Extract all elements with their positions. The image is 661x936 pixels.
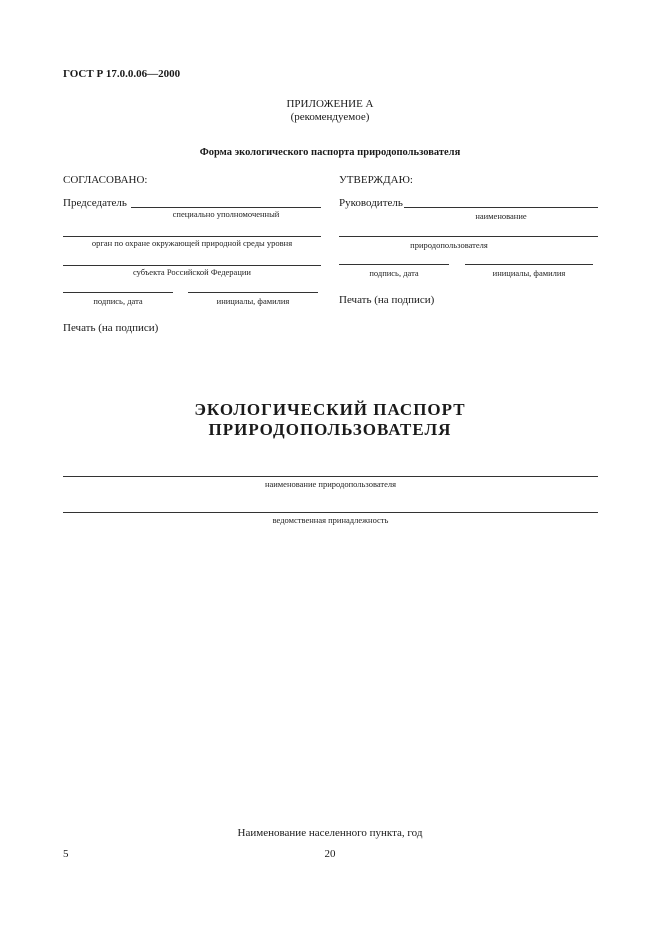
left-initials-line (188, 292, 318, 293)
caption-user-name: наименование природопользователя (264, 479, 397, 489)
caption-subject: субъекта Российской Федерации (133, 267, 251, 277)
locality-year: Наименование населенного пункта, год (237, 827, 423, 839)
main-title-line1: ЭКОЛОГИЧЕСКИЙ ПАСПОРТ (194, 400, 466, 419)
authority-line (63, 236, 321, 237)
right-sign-line (339, 264, 449, 265)
caption-name: наименование (475, 211, 527, 221)
affiliation-line (63, 512, 598, 513)
chairman-label: Председатель (63, 197, 127, 209)
caption-right-initials: инициалы, фамилия (492, 268, 566, 278)
page-number: 20 (324, 848, 336, 860)
caption-right-sign-date: подпись, дата (369, 268, 419, 278)
approve-heading: УТВЕРЖДАЮ: (339, 174, 413, 186)
caption-left-initials: инициалы, фамилия (216, 296, 290, 306)
form-title: Форма экологического паспорта природопользователя (199, 147, 461, 158)
caption-affiliation: ведомственная принадлежность (272, 515, 389, 525)
head-line (404, 207, 598, 208)
agreed-heading: СОГЛАСОВАНО: (63, 174, 148, 186)
caption-authorized: специально уполномоченный (172, 209, 280, 219)
chairman-line (131, 207, 321, 208)
left-page-number: 5 (63, 848, 69, 860)
user-name-line (63, 476, 598, 477)
appendix-subtitle: (рекомендуемое) (290, 111, 370, 123)
subject-line (63, 265, 321, 266)
left-sign-line (63, 292, 173, 293)
caption-left-sign-date: подпись, дата (93, 296, 143, 306)
caption-user: природопользователя (410, 240, 488, 250)
standard-code: ГОСТ Р 17.0.0.06—2000 (63, 68, 181, 80)
caption-authority: орган по охране окружающей природной среды уровня (91, 238, 293, 248)
appendix-title: ПРИЛОЖЕНИЕ А (286, 98, 374, 110)
user-line (339, 236, 598, 237)
right-seal-note: Печать (на подписи) (339, 294, 435, 306)
head-label: Руководитель (339, 197, 403, 209)
main-title-line2: ПРИРОДОПОЛЬЗОВАТЕЛЯ (208, 420, 452, 439)
left-seal-note: Печать (на подписи) (63, 322, 159, 334)
right-initials-line (465, 264, 593, 265)
